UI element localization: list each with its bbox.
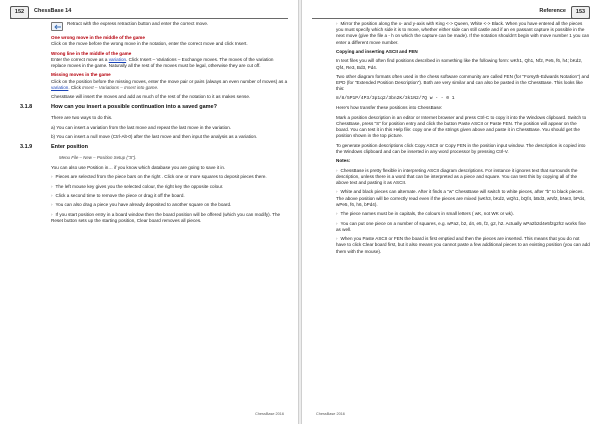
right-page-number: 153: [571, 6, 590, 19]
copy-ascii-text-2: Two other diagram formats often used in the chess software community are called FEN (for "Forsyth-Edwards Notation") and EPD (for "Extended Position Description"). Both are very similar and can also be pasted in the ChessBase. This looks like this:: [336, 73, 590, 92]
section-3-1-9-number: 3.1.9: [20, 144, 33, 151]
bullet-piece-bars-text: Pieces are selected from the piece bars on the right . Click one or more squares to deposit pieces there.: [55, 174, 267, 180]
note-alternate-text: White and black pieces can alternate. After it finds a "w" ChessBase will switch to white pieces, after "b" to black pieces. The above position will be correctly read even if the pieces are mixed (wKh3, bKd2, wQh1, bQf4, bBd3, wNf2, bNe3, bPd4, wPe5, f6, h6, bPd4).: [336, 189, 586, 207]
missing-moves-text-c: .: [157, 84, 159, 90]
variation-link-2[interactable]: variation: [51, 84, 69, 90]
retraction-button-icon: [51, 22, 63, 31]
copy-ascii-text-1: In text files you will often find positions described in something like the following form: wKh1, Qh1, Nf2, Pe5, f6, h4; bKd2, Qf4, Re3, Bd3, Pd4.: [336, 58, 583, 70]
right-page: [301, 0, 600, 424]
notes-heading: Notes:: [336, 158, 351, 164]
missing-moves-paragraph: [51, 79, 288, 91]
one-wrong-move-text: Click on the move before the wrong move in the notation, enter the correct move and click Insert.: [51, 41, 248, 47]
bullet-drag-piece-text: You can also drag a piece you have already deposited to another square on the board.: [55, 202, 232, 208]
retraction-note-text: Retract with the express retraction button and enter the correct move.: [67, 21, 209, 26]
note-multiple-squares-text: You can put one piece on a number of squares, e.g. wPa2, b2, d4, e5, f2, g2, h2. Actually wPa2b2d4e5f2g2h2 works fine as well.: [336, 220, 586, 232]
bullet-remove-piece-text: Click a second time to remove the piece or drag it off the board.: [55, 192, 185, 198]
note-flexible-text: ChessBase is pretty flexible in interpreting ASCII diagram descriptions. For instance it ignores text that surrounds the description, unless there is a word that can be interpreted as a piece and square. You can test this by copying all of the above text and pasting it as ASCII.: [336, 167, 578, 185]
left-page-footer: ChessBase 2016: [255, 411, 284, 416]
note-alternate: [336, 189, 590, 208]
missing-moves-text-b: . Click: [68, 84, 83, 90]
bullet-chevron-icon: ›: [336, 236, 338, 242]
variation-link[interactable]: variation: [108, 56, 127, 62]
bullet-mirror-text: Mirror the position along the x- and y-axis with King <-> Queen, White <-> Black. When you have entered all the pieces you must specify which side it is to move, whether either side can still castle and if an en passant capture is possible in the next move (give the file a - h on which the capture can be made). If the notation shouldn't begin with move number 1 you can enter a different move number.: [336, 21, 590, 45]
bullet-mirror: [336, 21, 590, 46]
copy-ascii-text-4: Mark a position description in an editor or Internet browser and press Ctrl-C to copy it into the Windows clipboard. Switch to ChessBase, press "S" for position entry and click the button Paste ASCII or Paste FEN. The position will appear on the board. You can test it in this Help file: copy one of the strings given above and paste it in ChessBase. You should get the position shown in the top picture.: [336, 114, 587, 139]
note-paste-empties-text: When you Paste ASCII or FEN the board is first emptied and then the pieces are inserted. This means that you do not have to click Clear board first, but it also means you cannot paste a few additional pieces to an existing position (you can add them with the mouse).: [336, 236, 590, 254]
position-setup-menu-path: Menu File – New – Position Setup ("S").: [59, 155, 137, 161]
note-multiple-squares: [336, 221, 590, 233]
retraction-note: [51, 21, 288, 31]
bullet-chevron-icon: ›: [51, 192, 53, 198]
copy-ascii-text-3: Here's how transfer these positions into ChessBase:: [336, 105, 443, 111]
bullet-chevron-icon: ›: [336, 21, 338, 26]
note-paste-empties: [336, 236, 590, 255]
right-page-content: [336, 21, 590, 258]
wrong-line-text-b: . Click Insert – Variations – Exchange moves. The moves of the variation replace moves in the game. Naturally all the rest of the moves must be legal, otherwise they are cut off.: [51, 56, 274, 68]
bullet-chevron-icon: ›: [336, 220, 338, 226]
note-capitals-text: The piece names must be in capitals, the colours in small letters ( wK, not WK or wk).: [340, 211, 514, 217]
bullet-board-window: [51, 212, 288, 224]
left-header-title: ChessBase 14: [34, 8, 72, 14]
left-page-header: [10, 6, 288, 19]
note-capitals: [336, 211, 590, 217]
bullet-chevron-icon: ›: [336, 167, 338, 173]
missing-moves-text-a: Click on the position before the missing moves, enter the move pair or pairs (always an even number of moves) as a: [51, 78, 288, 84]
section-3-1-9-title: Enter position: [51, 144, 88, 151]
bullet-drag-piece: [51, 202, 288, 208]
wrong-line-paragraph: [51, 57, 288, 69]
bullet-chevron-icon: ›: [51, 202, 53, 208]
copy-ascii-fen-heading: Copying and inserting ASCII and FEN: [336, 49, 418, 54]
bullet-chevron-icon: ›: [51, 174, 53, 180]
insert-result-text: ChessBase will insert the moves and add as much of the rest of the notation to it as makes sense.: [51, 94, 251, 100]
fen-example: 8/8/5P1P/4P3/3p1q2/3bn2K/3k1N2/7Q w - - 0 1: [336, 95, 455, 101]
section-3-1-8-heading: [20, 104, 288, 111]
one-wrong-move-heading: One wrong move in the middle of the game: [51, 35, 145, 40]
left-page-content: [20, 21, 288, 227]
wrong-line-heading: Wrong line in the middle of the game: [51, 50, 132, 56]
bullet-mouse-keys-text: The left mouse key gives you the selected colour, the right key the opposite colour.: [55, 183, 224, 189]
two-ways-text: There are two ways to do this.: [51, 115, 113, 121]
bullet-board-window-text: If you start position entry in a board window then the board position will be offered (which you can modify). The Reset button sets up the starting position, Clear board removes all pieces.: [51, 211, 281, 223]
bullet-chevron-icon: ›: [51, 183, 53, 189]
bullet-chevron-icon: ›: [51, 211, 53, 217]
left-page-number: 152: [10, 6, 29, 19]
right-page-header: [312, 6, 590, 19]
missing-moves-heading: Missing moves in the game: [51, 72, 111, 78]
wrong-line-text-a: Enter the correct move as a: [51, 56, 109, 62]
insert-menu-path: Insert – Variations – Insert into game: [82, 84, 158, 90]
left-page: [0, 0, 299, 424]
position-in-text: You can also use Position in… if you know which database you are going to save it in.: [51, 164, 226, 170]
right-header-title: Reference: [539, 8, 566, 14]
section-3-1-9-heading: [20, 144, 288, 151]
bullet-chevron-icon: ›: [336, 211, 338, 217]
way-b-text: b) You can insert a null move (Ctrl-Alt-0) after the last move and then input the analysis as a variation.: [51, 134, 258, 140]
section-3-1-8-title: How can you insert a possible continuation into a saved game?: [51, 104, 217, 111]
section-3-1-8-number: 3.1.8: [20, 104, 33, 111]
way-a-text: a) You can insert a variation from the last move and repeat the last move in the variation.: [51, 124, 232, 130]
bullet-remove-piece: [51, 193, 288, 199]
bullet-chevron-icon: ›: [336, 189, 338, 195]
copy-ascii-text-5: To generate position descriptions click Copy ASCII or Copy FEN in the position input window. The description is copied into the Windows clipboard and can be inserted in any word processor by pressing Ctrl-V.: [336, 142, 586, 154]
bullet-mouse-keys: [51, 184, 288, 190]
right-page-footer: ChessBase 2016: [316, 411, 345, 416]
note-flexible: [336, 168, 590, 187]
bullet-piece-bars: [51, 174, 288, 180]
